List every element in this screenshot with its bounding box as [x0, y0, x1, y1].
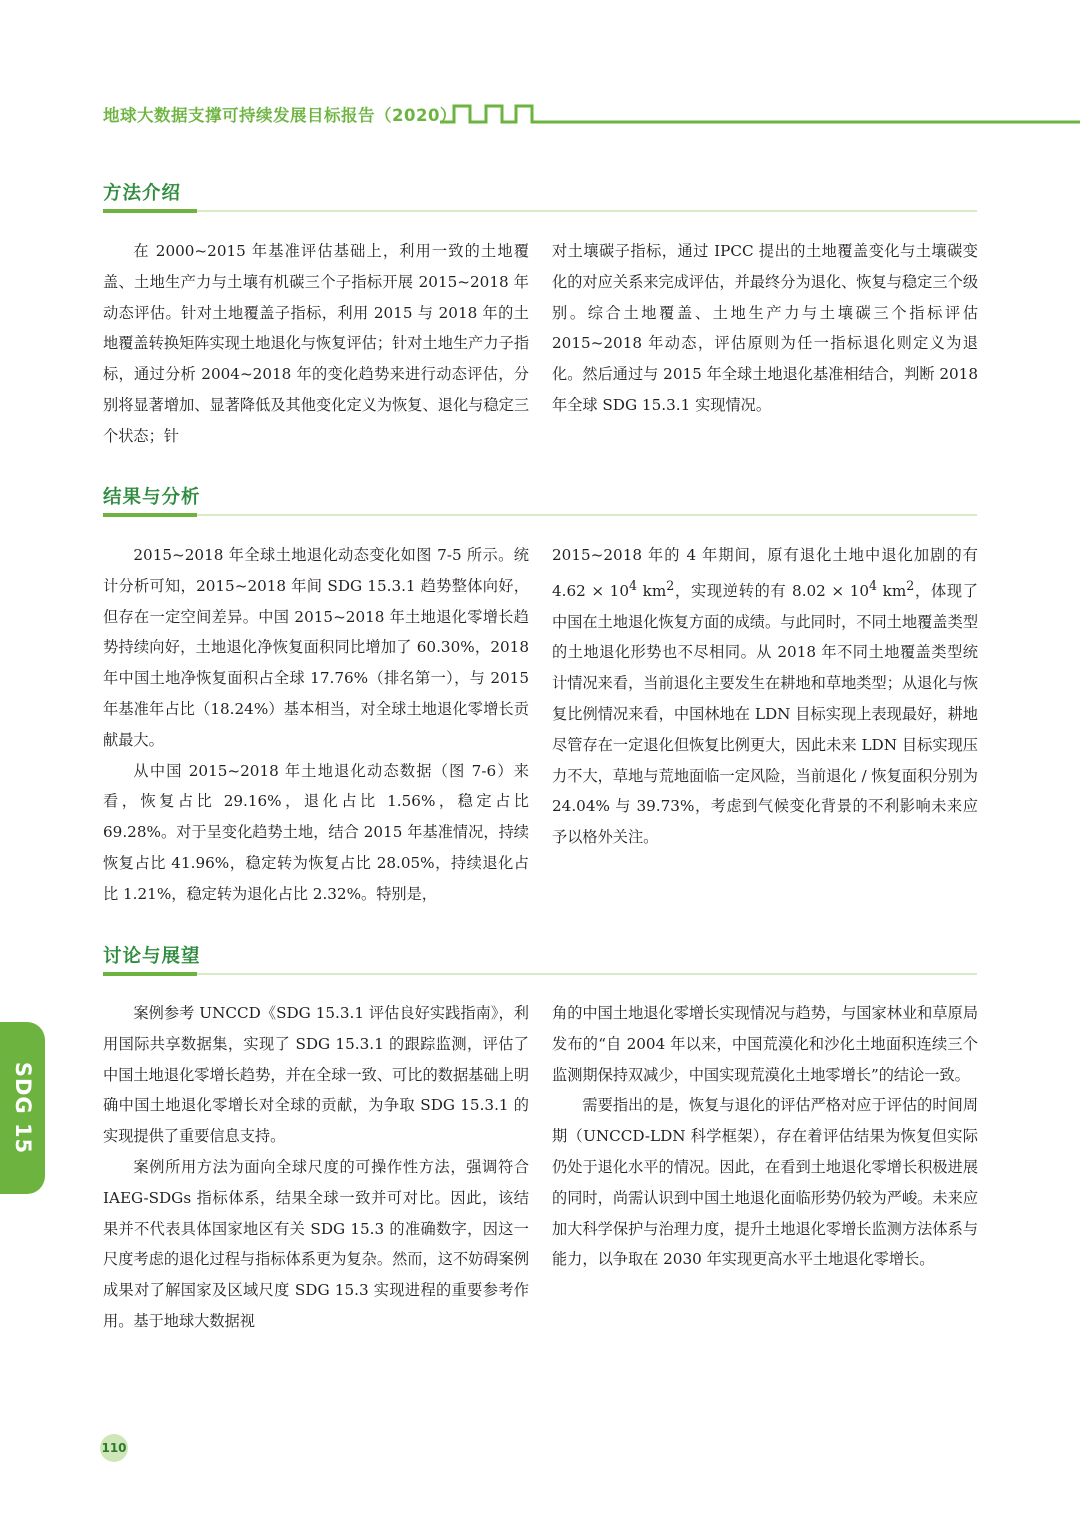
paragraph: 案例所用方法为面向全球尺度的可操作性方法，强调符合 IAEG-SDGs 指标体系，结果全球一致并可对比。因此，该结果并不代表具体国家地区有关 SDG 15.3 的准确数字，因这一尺度考虑的退化过程与指标体系更为复杂。然而，这不妨碍案例成果对了解国家及区域尺度 SDG 15.3 实现进程的重要参考作用。基于地球大数据视 [103, 1157, 529, 1330]
page-number: 110 [100, 1434, 128, 1462]
section-divider [103, 973, 977, 975]
sdg-side-tab-label: SDG 15 [10, 1061, 35, 1155]
paragraph: 对土壤碳子指标，通过 IPCC 提出的土地覆盖变化与土壤碳变化的对应关系来完成评估，并最终分为退化、恢复与稳定三个级别。综合土地覆盖、土地生产力与土壤碳三个指标评估 2015~2018 年动态，评估原则为任一指标退化则定义为退化。然后通过与 2015 年全球土地退化基准相结合，判断 2018 年全球 SDG 15.3.1 实现情况。 [552, 242, 978, 414]
methods-left-column [103, 236, 529, 452]
section-divider [103, 210, 977, 212]
superscript: 2 [906, 577, 915, 593]
running-header-title: 地球大数据支撑可持续发展目标报告（2020） [103, 106, 457, 125]
paragraph [552, 540, 978, 853]
section-divider [103, 514, 977, 516]
superscript: 4 [869, 577, 878, 593]
discussion-left-column [103, 998, 529, 1337]
results-right-column [552, 540, 978, 853]
superscript: 4 [629, 577, 638, 593]
section-title: 结果与分析 [103, 487, 201, 508]
section-methods [103, 180, 977, 208]
section-results [103, 484, 977, 512]
section-discussion [103, 943, 977, 971]
text-run: km [637, 581, 667, 600]
header-decoration [440, 100, 1080, 126]
paragraph: 从中国 2015~2018 年土地退化动态数据（图 7-6）来看，恢复占比 29.16%，退化占比 1.56%，稳定占比 69.28%。对于呈变化趋势土地，结合 2015 年基准情况，持续恢复占比 41.96%，稳定转为恢复占比 28.05%，持续退化占比 1.21%，稳定转为退化占比 2.32%。特别是， [103, 761, 529, 903]
superscript: 2 [666, 577, 675, 593]
paragraph: 2015~2018 年全球土地退化动态变化如图 7-5 所示。统计分析可知，2015~2018 年间 SDG 15.3.1 趋势整体向好，但存在一定空间差异。中国 2015~2018 年土地退化零增长趋势持续向好，土地退化净恢复面积同比增加了 60.30%，2018 年中国土地净恢复面积占全球 17.76%（排名第一），与 2015 年基准年占比（18.24%）基本相当，对全球土地退化零增长贡献最大。 [103, 546, 529, 749]
text-run: ，体现了中国在土地退化恢复方面的成绩。与此同时，不同土地覆盖类型的土地退化形势也不尽相同。从 2018 年不同土地覆盖类型统计情况来看，当前退化主要发生在耕地和草地类型；从退化与恢复比例情况来看，中国林地在 LDN 目标实现上表现最好，耕地尽管存在一定退化但恢复比例更大，因此未来 LDN 目标实现压力不大，草地与荒地面临一定风险，当前退化 / 恢复面积分别为 24.04% 与 39.73%，考虑到气候变化背景的不利影响未来应予以格外关注。 [552, 581, 979, 847]
section-title: 方法介绍 [103, 183, 182, 204]
text-run: ，实现逆转的有 8.02 × 10 [674, 581, 870, 600]
paragraph: 需要指出的是，恢复与退化的评估严格对应于评估的时间周期（UNCCD-LDN 科学框架），存在着评估结果为恢复但实际仍处于退化水平的情况。因此，在看到土地退化零增长积极进展的同时，尚需认识到中国土地退化面临形势仍较为严峻。未来应加大科学保护与治理力度，提升土地退化零增长监测方法体系与能力，以争取在 2030 年实现更高水平土地退化零增长。 [552, 1096, 978, 1269]
paragraph: 案例参考 UNCCD《SDG 15.3.1 评估良好实践指南》，利用国际共享数据集，实现了 SDG 15.3.1 的跟踪监测，评估了中国土地退化零增长趋势，并在全球一致、可比的数据基础上明确中国土地退化零增长对全球的贡献，为争取 SDG 15.3.1 的实现提供了重要信息支持。 [103, 1004, 529, 1146]
text-run: 2015~2018 年的 4 年期间，原有退化土地中退化加剧的有 4.62 × 10 [552, 546, 978, 600]
section-title: 讨论与展望 [103, 946, 201, 967]
sdg-side-tab [0, 1022, 45, 1194]
paragraph: 角的中国土地退化零增长实现情况与趋势，与国家林业和草原局发布的“自 2004 年以来，中国荒漠化和沙化土地面积连续三个监测期保持双减少，中国实现荒漠化土地零增长”的结论一致。 [552, 1004, 978, 1084]
methods-right-column [552, 236, 978, 421]
results-left-column [103, 540, 529, 910]
paragraph: 在 2000~2015 年基准评估基础上，利用一致的土地覆盖、土地生产力与土壤有机碳三个子指标开展 2015~2018 年动态评估。针对土地覆盖子指标，利用 2015 与 2018 年的土地覆盖转换矩阵实现土地退化与恢复评估；针对土地生产力子指标，通过分析 2004~2018 年的变化趋势来进行动态评估，分别将显著增加、显著降低及其他变化定义为恢复、退化与稳定三个状态；针 [103, 242, 529, 445]
discussion-right-column [552, 998, 978, 1275]
text-run: km [877, 581, 907, 600]
